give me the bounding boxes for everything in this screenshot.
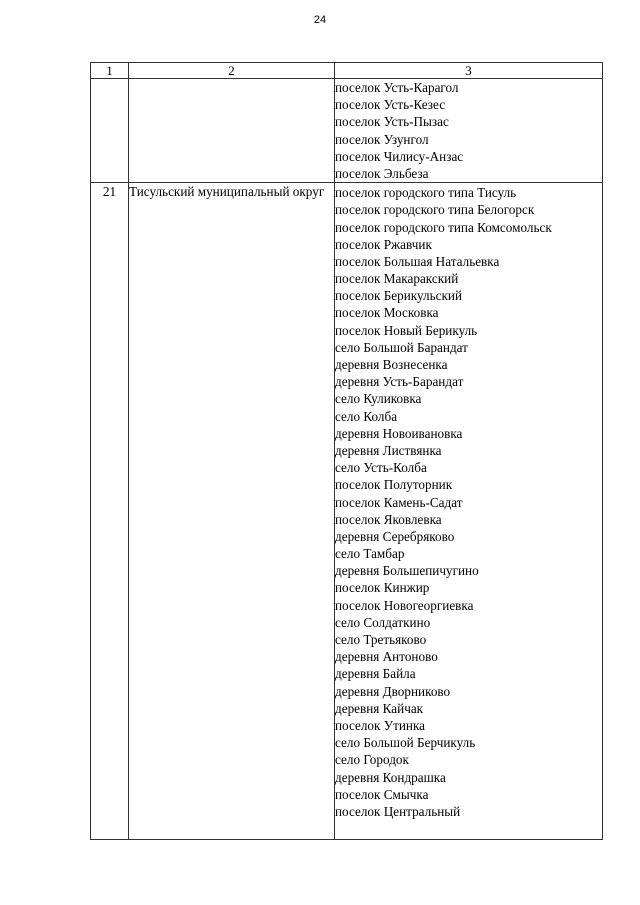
settlements-table (90, 62, 603, 840)
settlement-item: поселок Камень-Садат (335, 494, 463, 510)
district-name: Тисульский муниципальный округ (129, 183, 335, 840)
settlement-item: поселок Усть-Кезес (335, 97, 446, 113)
settlement-item: деревня Антоново (335, 649, 438, 665)
settlement-item: село Солдаткино (335, 614, 431, 630)
settlement-item: поселок Большая Натальевка (335, 253, 500, 269)
settlement-item: деревня Листвянка (335, 442, 442, 458)
settlement-item: деревня Кайчак (335, 700, 424, 716)
settlement-item: деревня Вознесенка (335, 357, 448, 372)
settlement-item: деревня Усть-Барандат (335, 374, 464, 390)
settlement-item: поселок Новый Берикуль (335, 322, 478, 338)
settlement-item: поселок городского типа Тисуль (335, 185, 517, 201)
settlement-item: поселок Смычка (335, 786, 429, 802)
column-header: 3 (335, 63, 603, 79)
settlement-item: поселок Центральный (335, 803, 461, 819)
table-row (91, 79, 603, 183)
settlement-item: поселок Новогеоргиевка (335, 597, 474, 613)
page-number: 24 (313, 14, 327, 26)
settlement-item: деревня Байла (335, 666, 416, 682)
district-name (129, 79, 335, 183)
settlement-item: поселок Усть-Пызас (335, 114, 449, 130)
settlement-item: поселок Яковлевка (335, 511, 442, 527)
settlement-item: село Третьяково (335, 632, 427, 647)
settlement-item: село Колба (335, 408, 398, 424)
settlement-item: село Большой Берчикуль (335, 735, 476, 751)
settlement-item: поселок Узунгол (335, 131, 429, 147)
settlement-item: деревня Большепичугино (335, 563, 479, 579)
settlement-item: деревня Серебряково (335, 528, 455, 544)
settlement-item: деревня Кондрашка (335, 769, 446, 785)
settlement-item: поселок Утинка (335, 717, 426, 733)
settlement-item: поселок Чилису-Анзас (335, 148, 464, 164)
row-number (91, 79, 129, 183)
table-header-row (91, 63, 603, 79)
settlement-item: поселок Полуторник (335, 477, 453, 493)
settlement-list (335, 79, 603, 183)
settlement-item: деревня Новоивановка (335, 425, 463, 441)
settlement-item: поселок Макаракский (335, 271, 459, 287)
row-number: 21 (91, 183, 129, 840)
settlement-item: деревня Дворниково (335, 683, 451, 699)
settlement-item: поселок Берикульский (335, 288, 463, 304)
settlement-item: поселок Ржавчик (335, 236, 432, 252)
settlement-item: поселок Кинжир (335, 580, 430, 596)
column-header: 1 (91, 63, 129, 79)
settlement-item: поселок Усть-Карагол (335, 80, 459, 95)
settlement-item: поселок Московка (335, 305, 439, 321)
settlement-item: поселок Эльбеза (335, 165, 429, 181)
table-row (91, 183, 603, 840)
settlement-item: село Тамбар (335, 546, 405, 562)
settlement-item: поселок городского типа Белогорск (335, 202, 535, 218)
settlement-list (335, 183, 603, 840)
settlement-item: село Усть-Колба (335, 460, 427, 476)
column-header: 2 (129, 63, 335, 79)
settlement-item: село Куликовка (335, 391, 422, 407)
settlement-item: село Большой Барандат (335, 339, 468, 355)
settlement-item: село Городок (335, 752, 409, 768)
settlement-item: поселок городского типа Комсомольск (335, 219, 552, 235)
